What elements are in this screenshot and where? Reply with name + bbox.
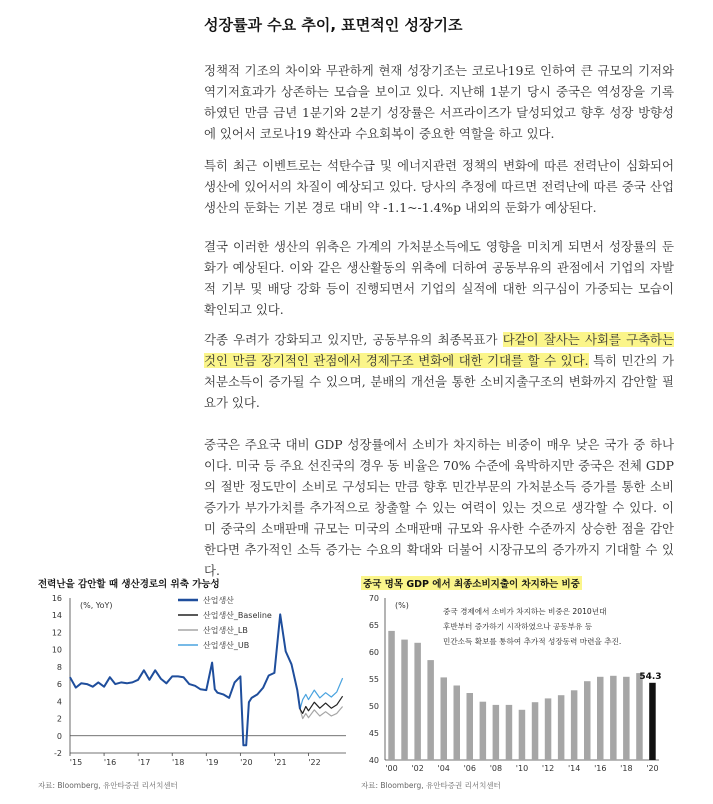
bar (623, 677, 630, 760)
chart-annotation: 민간소득 확보를 통하여 추가적 성장동력 마련을 추진. (443, 637, 622, 646)
y-tick-label: 70 (368, 594, 379, 603)
x-tick-label: '18 (172, 758, 185, 767)
x-tick-label: '12 (541, 764, 555, 773)
paragraph-text: 각종 우려가 강화되고 있지만, 공동부유의 최종목표가 (204, 332, 503, 347)
x-tick-label: '20 (646, 764, 659, 773)
y-tick-label: 10 (51, 645, 62, 655)
x-tick-label: '20 (240, 758, 253, 767)
chart-annotation: 중국 경제에서 소비가 차지하는 비중은 2010년대 (443, 607, 607, 616)
chart-source-note: 자료: Bloomberg, 유안타증권 리서치센터 (38, 781, 178, 790)
legend-label: 산업생산_LB (203, 626, 248, 635)
industrial-production-line-chart (38, 590, 358, 780)
y-tick-label: 65 (368, 621, 379, 630)
y-tick-label: -2 (54, 749, 62, 758)
chart-source-note: 자료: Bloomberg, 유안타증권 리서치센터 (361, 781, 501, 790)
paragraph-consumption-share: 중국은 주요국 대비 GDP 성장률에서 소비가 차지하는 비중이 매우 낮은 국가 중 하나이다. 미국 등 주요 선진국의 경우 동 비율은 70% 수준에 육박하지만 중국은 전체 GDP의 절반 정도만이 소비로 구성되는 만큼 향후 민간부문의 가처분소득 증가를 통한 소비 증가가 부가가치를 추가적으로 창출할 수 있는 여력이 있는 것으로 생각할 수 있다. 이미 중국의 소매판매 규모는 미국의 소매판매 규모와 유사한 수준까지 상승한 점을 감안한다면 추가적인 소득 증가는 수요의 확대와 더불어 시장규모의 증가까지 기대할 수 있다. (204, 437, 674, 578)
x-tick-label: '22 (308, 758, 321, 767)
x-tick-label: '21 (274, 758, 287, 767)
x-tick-label: '16 (103, 758, 117, 767)
y-tick-label: 12 (51, 628, 62, 638)
bar (519, 710, 526, 760)
page-title: 성장률과 수요 추이, 표면적인 성장기조 (204, 16, 463, 34)
chart-annotation: 후반부터 증가하기 시작하였으나 공동부유 등 (443, 622, 593, 631)
bar (545, 698, 552, 760)
series-line (70, 614, 300, 745)
y-tick-label: 55 (368, 675, 379, 684)
bar (493, 705, 500, 760)
y-tick-label: 2 (56, 714, 62, 724)
bar (571, 690, 578, 760)
y-tick-label: 16 (51, 594, 62, 603)
unit-label: (%) (395, 601, 409, 610)
bar-value-label: 54.3 (639, 671, 662, 682)
y-tick-label: 60 (368, 648, 379, 657)
y-tick-label: 50 (368, 702, 379, 711)
consumption-share-bar-chart (361, 590, 681, 780)
bar (597, 677, 604, 760)
x-tick-label: '16 (594, 764, 607, 773)
unit-label: (%, YoY) (80, 601, 113, 610)
bar (506, 705, 513, 760)
legend-label: 산업생산 (203, 596, 234, 605)
bar (454, 686, 461, 761)
x-tick-label: '06 (463, 764, 477, 773)
y-tick-label: 4 (56, 697, 62, 707)
x-tick-label: '18 (620, 764, 633, 773)
bar (401, 640, 408, 760)
highlighted-text: 다같이 잘사는 사회를 구축하는 것인 만큼 장기적인 관점에서 경제구조 변화에 대한 기대를 할 수 있다. (204, 332, 674, 368)
y-tick-label: 45 (368, 729, 379, 738)
y-tick-label: 0 (56, 731, 62, 741)
x-tick-label: '08 (489, 764, 503, 773)
y-tick-label: 14 (51, 611, 62, 621)
x-tick-label: '17 (137, 758, 151, 767)
x-tick-label: '19 (206, 758, 219, 767)
paragraph-text: 특히 민간의 가처분소득이 증가될 수 있으며, 분배의 개선을 통한 소비지출구조의 변화까지 감안할 필요가 있다. (204, 353, 674, 410)
bar (441, 677, 448, 760)
paragraph-growth-base: 정책적 기조의 차이와 무관하게 현재 성장기조는 코로나19로 인하여 큰 규모의 기저와 역기저효과가 상존하는 모습을 보이고 있다. 지난해 1분기 당시 중국은 역성장을 기록하였던 만큼 금년 1분기와 2분기 성장률은 서프라이즈가 달성되었고 향후 성장 방향성에 있어서 코로나19 확산과 수요회복이 중요한 역할을 하고 있다. (204, 63, 674, 141)
x-tick-label: '02 (411, 764, 424, 773)
y-tick-label: 8 (56, 662, 62, 672)
chart-title-consumption-share: 중국 명목 GDP 에서 최종소비지출이 차지하는 비중 (361, 576, 582, 590)
x-tick-label: '00 (385, 764, 398, 773)
x-tick-label: '15 (69, 758, 83, 767)
bar (467, 693, 474, 760)
x-tick-label: '04 (437, 764, 450, 773)
paragraph-power-shortage: 특히 최근 이벤트로는 석탄수급 및 에너지관련 정책의 변화에 따른 전력난이 심화되어 생산에 있어서의 차질이 예상되고 있다. 당사의 추정에 따르면 전력난에 따른 중국 산업생산의 둔화는 기본 경로 대비 약 -1.1~-1.4%p 내외의 둔화가 예상된다. (204, 158, 674, 215)
series-line (300, 678, 343, 709)
legend-label: 산업생산_UB (203, 641, 250, 650)
x-tick-label: '14 (567, 764, 581, 773)
chart-title-production-path: 전력난을 감안할 때 생산경로의 위축 가능성 (38, 579, 220, 590)
y-tick-label: 6 (56, 680, 62, 690)
y-tick-label: 40 (368, 756, 379, 765)
paragraph-common-prosperity (204, 329, 674, 413)
bar (558, 695, 565, 760)
bar (584, 681, 591, 760)
bar (414, 643, 421, 760)
legend-label: 산업생산_Baseline (203, 611, 272, 620)
bar (610, 676, 617, 760)
series-line (300, 696, 343, 713)
paragraph-production-contraction: 결국 이러한 생산의 위축은 가계의 가처분소득에도 영향을 미치게 되면서 성장률의 둔화가 예상된다. 이와 같은 생산활동의 위축에 더하여 공동부유의 관점에서 기업의 자발적 기부 및 배당 강화 등이 진행되면서 기업의 실적에 대한 의구심이 가중되는 모습이 확인되고 있다. (204, 239, 674, 317)
bar (532, 702, 539, 760)
bar (427, 660, 434, 760)
bar (480, 702, 487, 760)
x-tick-label: '10 (515, 764, 529, 773)
bar (388, 631, 395, 760)
bar (649, 683, 656, 760)
bar (636, 673, 643, 760)
